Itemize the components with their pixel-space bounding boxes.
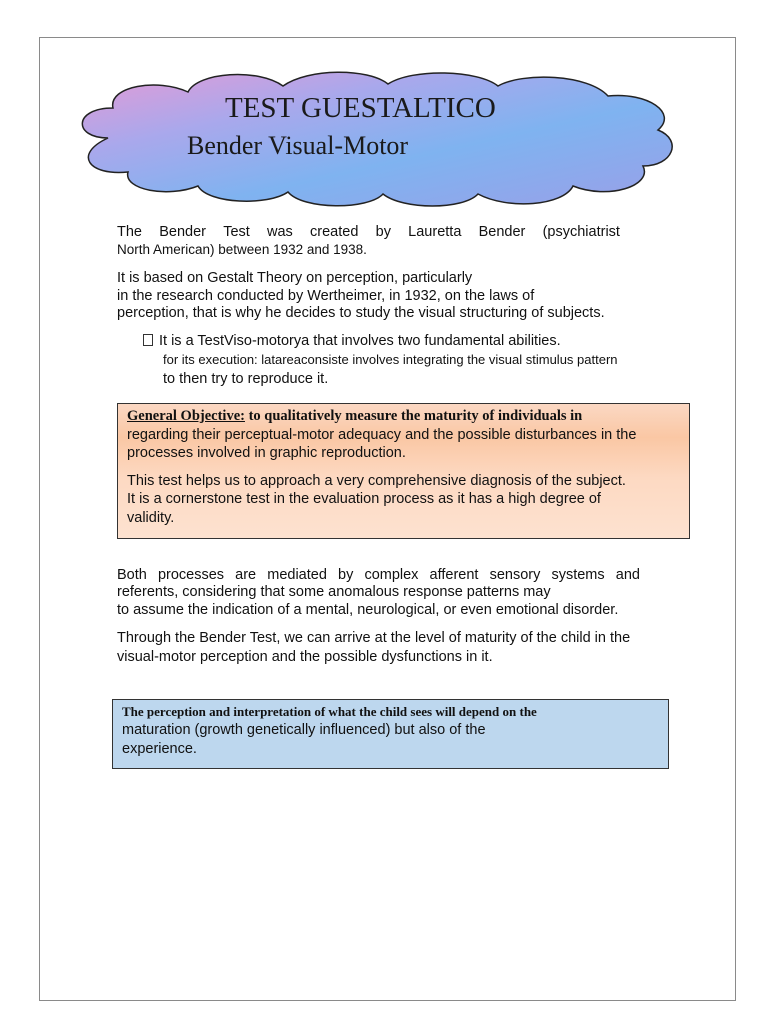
bender-paragraph-line2: visual-motor perception and the possible dysfunctions in it. (117, 649, 493, 665)
gestalt-paragraph-line1: It is based on Gestalt Theory on perception, particularly (117, 270, 473, 286)
word: complex (364, 567, 419, 583)
word: sensory (489, 567, 541, 583)
word: Bender (159, 224, 206, 240)
bender-paragraph-line1: Through the Bender Test, we can arrive at the level of maturity of the child in the (117, 630, 631, 646)
bullet-icon (143, 334, 153, 346)
word: afferent (429, 567, 479, 583)
processes-paragraph-line2: referents, considering that some anomalous response patterns may (117, 584, 551, 600)
bullet-item-line2: for its execution: latareaconsiste involves integrating the visual stimulus pattern (163, 352, 618, 367)
objective-line4: This test helps us to approach a very comprehensive diagnosis of the subject. (127, 473, 626, 489)
objective-line5: It is a cornerstone test in the evaluation process as it has a high degree of (127, 491, 601, 507)
intro-paragraph-line2: North American) between 1932 and 1938. (117, 242, 367, 257)
word: created (310, 224, 359, 240)
word: by (338, 567, 354, 583)
objective-line2: regarding their perceptual-motor adequacy and the possible disturbances in the (127, 427, 637, 443)
word: was (267, 224, 293, 240)
note-line1: The perception and interpretation of what the child sees will depend on the (122, 704, 537, 719)
processes-paragraph-line1 (117, 566, 640, 584)
note-line3: experience. (122, 741, 197, 757)
bullet-item-line1 (143, 332, 561, 350)
processes-paragraph-line3: to assume the indication of a mental, neurological, or even emotional disorder. (117, 602, 619, 618)
objective-label: General Objective: (127, 408, 245, 424)
word: Both (117, 567, 147, 583)
word: are (235, 567, 257, 583)
page-subtitle: Bender Visual-Motor (187, 131, 409, 160)
word: Test (223, 224, 250, 240)
word: (psychiatrist (542, 224, 620, 240)
bullet-text: It is a TestViso-motorya that involves two fundamental abilities. (159, 333, 561, 349)
word: mediated (267, 567, 327, 583)
objective-line1-text: to qualitatively measure the maturity of individuals in (244, 408, 583, 424)
word: The (117, 224, 142, 240)
word: processes (157, 567, 225, 583)
word: and (615, 567, 640, 583)
gestalt-paragraph-line3: perception, that is why he decides to study the visual structuring of subjects. (117, 305, 605, 321)
word: by (375, 224, 391, 240)
word: systems (551, 567, 605, 583)
word: Bender (478, 224, 526, 240)
page-title: TEST GUESTALTICO (225, 92, 496, 124)
objective-line6: validity. (127, 510, 175, 526)
objective-line3: processes involved in graphic reproduction. (127, 445, 406, 461)
gestalt-paragraph-line2: in the research conducted by Wertheimer, in 1932, on the laws of (117, 288, 535, 304)
bullet-item-line3: to then try to reproduce it. (163, 371, 329, 387)
intro-paragraph-line1 (117, 223, 620, 241)
objective-line1 (127, 407, 582, 425)
word: Lauretta (408, 224, 462, 240)
note-line2: maturation (growth genetically influenced) but also of the (122, 722, 486, 738)
